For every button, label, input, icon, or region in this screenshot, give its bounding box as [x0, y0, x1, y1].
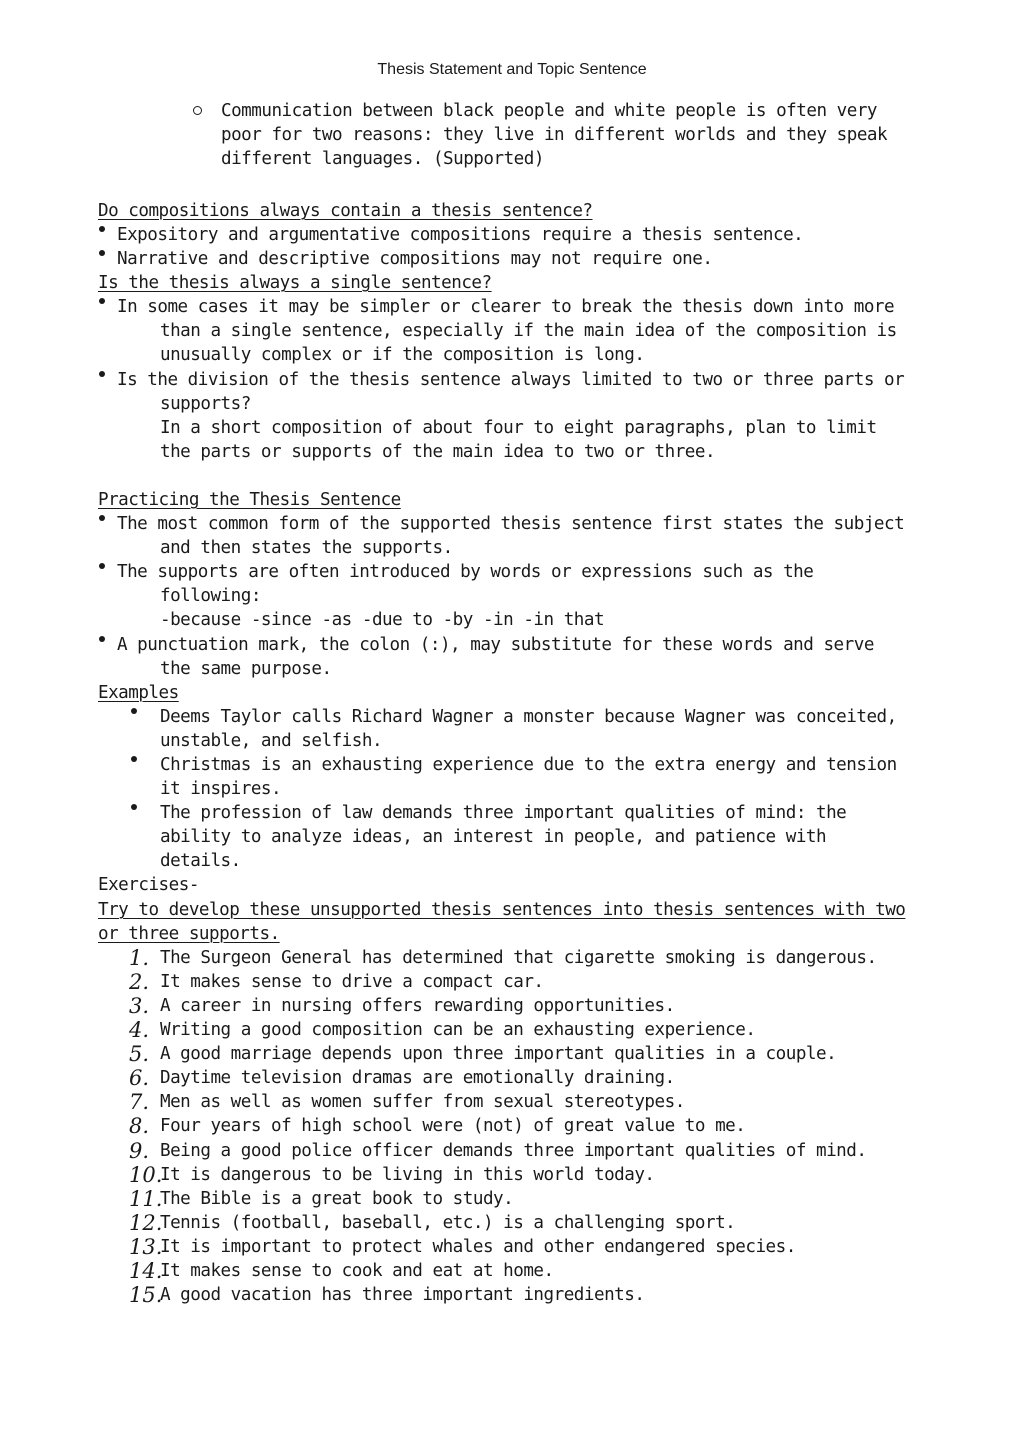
exercise-number: 5. — [129, 1042, 150, 1066]
intro-line: Communication between black people and white people is often very — [221, 101, 878, 121]
exercise-text: A career in nursing offers rewarding opportunities. — [160, 996, 675, 1016]
exercise-number: 12. — [129, 1211, 163, 1235]
exercises-instruction: or three supports. — [98, 924, 280, 944]
exercise-number: 11. — [129, 1187, 163, 1211]
bullet-text: -because -since -as -due to -by -in -in that — [160, 610, 605, 630]
exercise-text: Daytime television dramas are emotionally draining. — [160, 1068, 675, 1088]
section-heading-thesis-required: Do compositions always contain a thesis sentence? — [98, 201, 593, 221]
exercises-instruction: Try to develop these unsupported thesis sentences into thesis sentences with two — [98, 900, 906, 920]
section-heading-examples: Examples — [98, 683, 179, 703]
bullet-icon — [99, 515, 105, 521]
bullet-icon — [131, 708, 137, 714]
bullet-icon — [99, 636, 105, 642]
bullet-icon — [99, 250, 105, 256]
exercise-text: Four years of high school were (not) of great value to me. — [160, 1116, 746, 1136]
exercise-text: Tennis (football, baseball, etc.) is a challenging sport. — [160, 1213, 736, 1233]
exercise-text: Men as well as women suffer from sexual stereotypes. — [160, 1092, 685, 1112]
hollow-bullet-icon — [193, 106, 202, 115]
exercise-number: 9. — [129, 1139, 150, 1163]
bullet-icon — [99, 563, 105, 569]
exercise-number: 13. — [129, 1235, 163, 1259]
exercise-number: 4. — [129, 1018, 150, 1042]
exercise-text: It makes sense to cook and eat at home. — [160, 1261, 554, 1281]
bullet-text: A punctuation mark, the colon (:), may substitute for these words and serve — [117, 635, 874, 655]
exercise-number: 14. — [129, 1259, 163, 1283]
bullet-icon — [131, 756, 137, 762]
bullet-text: the parts or supports of the main idea to two or three. — [160, 442, 716, 462]
exercise-number: 3. — [129, 994, 150, 1018]
exercises-label: Exercises- — [98, 875, 199, 895]
exercise-text: A good marriage depends upon three important qualities in a couple. — [160, 1044, 837, 1064]
bullet-text: The most common form of the supported thesis sentence first states the subject — [117, 514, 905, 534]
intro-line: different languages. (Supported) — [221, 149, 544, 169]
bullet-text: the same purpose. — [160, 659, 332, 679]
exercise-text: A good vacation has three important ingredients. — [160, 1285, 645, 1305]
bullet-text: unusually complex or if the composition is long. — [160, 345, 645, 365]
bullet-text: supports? — [160, 394, 251, 414]
intro-line: poor for two reasons: they live in different worlds and they speak — [221, 125, 888, 145]
bullet-text: In a short composition of about four to eight paragraphs, plan to limit — [160, 418, 877, 438]
example-text: Christmas is an exhausting experience due to the extra energy and tension — [160, 755, 897, 775]
exercise-text: The Bible is a great book to study. — [160, 1189, 514, 1209]
bullet-text: The supports are often introduced by words or expressions such as the — [117, 562, 814, 582]
bullet-icon — [131, 804, 137, 810]
page-header-title: Thesis Statement and Topic Sentence — [377, 61, 647, 78]
exercise-text: The Surgeon General has determined that cigarette smoking is dangerous. — [160, 948, 877, 968]
example-text: details. — [160, 851, 241, 871]
exercise-text: It is important to protect whales and other endangered species. — [160, 1237, 796, 1257]
exercise-text: It makes sense to drive a compact car. — [160, 972, 544, 992]
bullet-text: Is the division of the thesis sentence always limited to two or three parts or — [117, 370, 905, 390]
bullet-icon — [99, 298, 105, 304]
bullet-icon — [99, 226, 105, 232]
bullet-text: Narrative and descriptive compositions may not require one. — [117, 249, 713, 269]
bullet-text: than a single sentence, especially if the main idea of the composition is — [160, 321, 897, 341]
exercise-text: It is dangerous to be living in this world today. — [160, 1165, 655, 1185]
exercise-number: 6. — [129, 1066, 150, 1090]
bullet-icon — [99, 371, 105, 377]
exercise-text: Writing a good composition can be an exhausting experience. — [160, 1020, 756, 1040]
exercise-number: 8. — [129, 1114, 150, 1138]
section-heading-single-sentence: Is the thesis always a single sentence? — [98, 273, 492, 293]
example-text: unstable, and selfish. — [160, 731, 383, 751]
bullet-text: following: — [160, 586, 261, 606]
exercise-number: 2. — [129, 970, 150, 994]
bullet-text: Expository and argumentative compositions require a thesis sentence. — [117, 225, 804, 245]
exercise-number: 10. — [129, 1163, 163, 1187]
bullet-text: and then states the supports. — [160, 538, 453, 558]
example-text: ability to analyze ideas, an interest in people, and patience with — [160, 827, 827, 847]
bullet-text: In some cases it may be simpler or clearer to break the thesis down into more — [117, 297, 895, 317]
example-text: Deems Taylor calls Richard Wagner a monster because Wagner was conceited, — [160, 707, 897, 727]
example-text: it inspires. — [160, 779, 282, 799]
exercise-number: 1. — [129, 946, 150, 970]
exercise-text: Being a good police officer demands three important qualities of mind. — [160, 1141, 867, 1161]
section-heading-practicing: Practicing the Thesis Sentence — [98, 490, 401, 510]
exercise-number: 15. — [129, 1283, 163, 1307]
exercise-number: 7. — [129, 1090, 150, 1114]
example-text: The profession of law demands three important qualities of mind: the — [160, 803, 847, 823]
